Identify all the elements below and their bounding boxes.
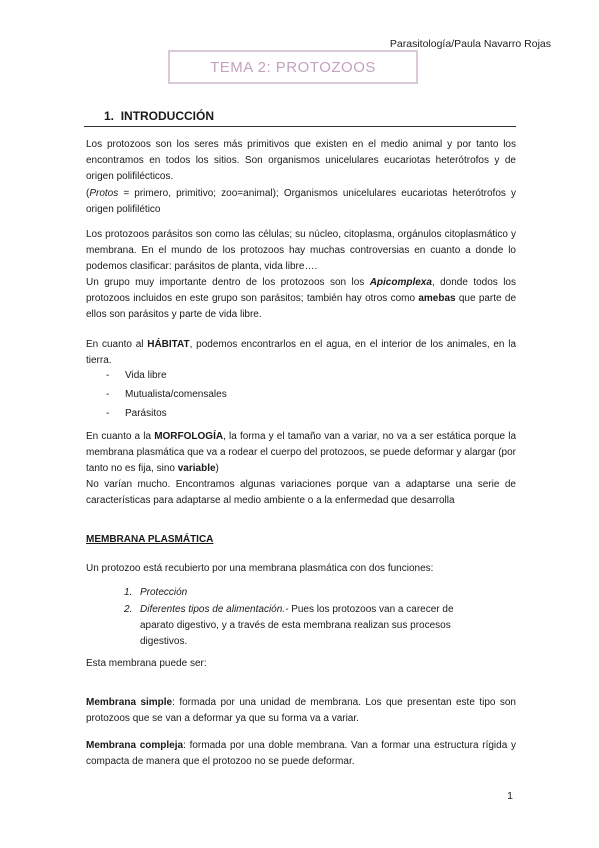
intro-paragraph-2: (Protos = primero, primitivo; zoo=animal); Organismos unicelulares eucariotas heterótrofos y origen polifilético [86,188,516,215]
habitat-list [106,366,227,423]
list-item: 1. Protección [124,587,188,598]
document-title: TEMA 2: PROTOZOOS [210,58,376,76]
membrana-functions-list [124,585,464,651]
morfologia-keyword: MORFOLOGÍA [154,431,224,442]
list-item: - Vida libre [106,370,167,381]
intro-paragraph-4: Un grupo muy importante dentro de los protozoos son los Apicomplexa, donde todos los protozoos incluidos en este grupo son parásitos; también hay otros como amebas que parte de ellos son parásitos y parte de vida libre. [86,277,517,320]
habitat-keyword: HÁBITAT [147,339,190,350]
protos-term: Protos [89,188,119,199]
membrana-puede-ser: Esta membrana puede ser: [86,658,207,669]
intro-paragraph-3: Los protozoos parásitos son como las células; su núcleo, citoplasma, orgánulos citoplasmático y membrana. En el mundo de los protozoos hay muchas controversias en cuanto a donde lo podemos clasificar: parásitos de planta, vida libre…. [86,229,516,272]
membrana-simple-paragraph: Membrana simple: formada por una unidad de membrana. Los que presentan este tipo son protozoos que se van a deformar ya que su forma va a variar. [86,697,516,724]
section-divider [84,126,516,127]
morfologia-paragraph-1: En cuanto a la MORFOLOGÍA, la forma y el tamaño van a variar, no va a ser estática porque la membrana plasmática que va a rodear el cuerpo del protozoos, se puede deformar y alargar (por tanto no es fija, sino variable) [86,431,517,474]
section-heading [104,109,214,123]
page-number: 1 [507,790,513,802]
list-item: - Parásitos [106,408,167,419]
intro-paragraph-1: Los protozoos son los seres más primitivos que existen en el medio animal y por tanto los encontramos en todos los sitios. Son organismos unicelulares eucariotas heterótrofos y de origen polifilécticos. [86,139,516,182]
membrana-compleja-paragraph: Membrana compleja: formada por una doble membrana. Van a formar una estructura rígida y compacta de manera que el protozoo no se puede deformar. [86,740,516,767]
header-author: Parasitología/Paula Navarro Rojas [389,38,551,50]
title-box [168,50,418,84]
variable-term: variable [177,463,216,474]
membrana-intro: Un protozoo está recubierto por una membrana plasmática con dos funciones: [86,563,434,574]
list-item: - Mutualista/comensales [106,389,227,400]
list-item: 2. Diferentes tipos de alimentación.- Pues los protozoos van a carecer de aparato digestivo, y a través de esta membrana realizan sus procesos digestivos. [124,604,454,647]
section-title: INTRODUCCIÓN [120,109,215,123]
membrana-simple-label: Membrana simple [86,697,173,708]
membrana-heading: MEMBRANA PLASMÁTICA [86,534,214,545]
habitat-paragraph: En cuanto al HÁBITAT, podemos encontrarlos en el agua, en el interior de los animales, en la tierra. [86,339,517,366]
section-number: 1. [104,109,115,123]
membrana-compleja-label: Membrana compleja [86,740,184,751]
morfologia-paragraph-2: No varían mucho. Encontramos algunas variaciones porque van a adaptarse una serie de características para adaptarse al medio ambiente o a la enfermedad que desarrolla [86,479,516,506]
amebas-term: amebas [418,293,456,304]
apicomplexa-term: Apicomplexa [369,277,432,288]
